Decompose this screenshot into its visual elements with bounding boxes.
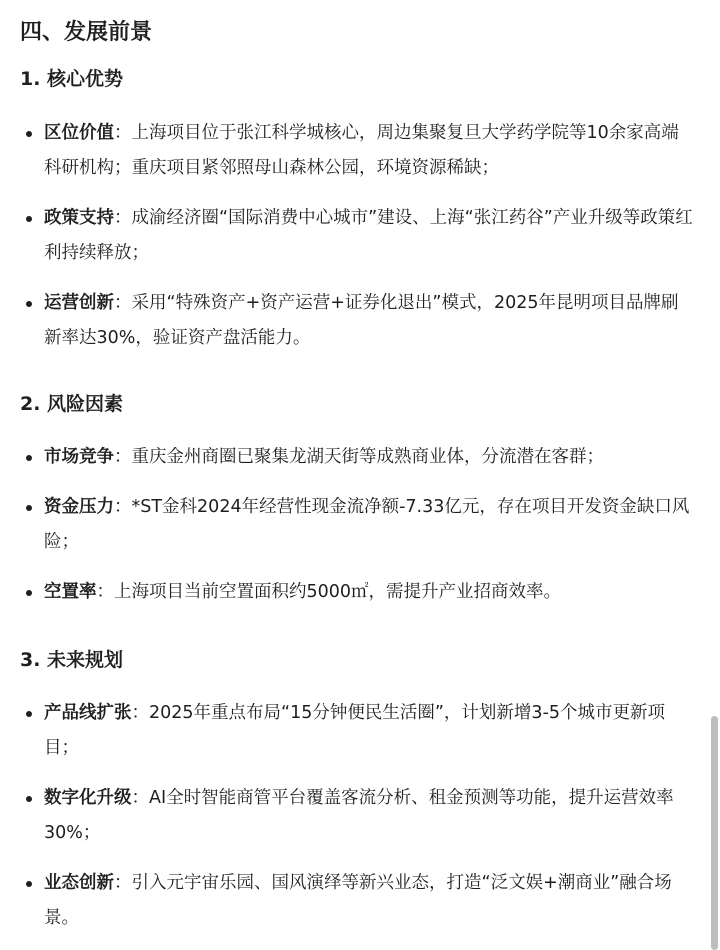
- item-text: 上海项目当前空置面积约5000㎡，需提升产业招商效率。: [114, 582, 562, 602]
- item-label: 产品线扩张: [44, 703, 132, 723]
- item-label: 市场竞争: [44, 447, 114, 467]
- item-label: 业态创新: [44, 873, 114, 893]
- list-item-product-expansion: [44, 696, 694, 766]
- item-text: 引入元宇宙乐园、国风演绎等新兴业态，打造“泛文娱+潮商业”融合场景。: [44, 873, 672, 928]
- bullet-icon: [26, 881, 32, 887]
- item-separator: ：: [114, 873, 132, 893]
- bullet-icon: [26, 711, 32, 717]
- item-label: 数字化升级: [44, 788, 132, 808]
- section-heading-future-plans: 3. 未来规划: [20, 649, 124, 671]
- list-item-digital-upgrade: [44, 781, 694, 851]
- item-separator: ：: [114, 447, 132, 467]
- item-label: 运营创新: [44, 293, 114, 313]
- item-separator: ：: [114, 208, 132, 228]
- bullet-icon: [26, 216, 32, 222]
- item-text: 采用“特殊资产+资产运营+证券化退出”模式，2025年昆明项目品牌刷新率达30%，验证资产盘活能力。: [44, 293, 679, 348]
- list-item-policy-support: [44, 201, 694, 271]
- section-heading-core-advantages: 1. 核心优势: [20, 68, 124, 90]
- bullet-icon: [26, 301, 32, 307]
- item-text: 重庆金州商圈已聚集龙湖天街等成熟商业体，分流潜在客群；: [131, 447, 604, 467]
- list-item-location-value: [44, 116, 694, 186]
- item-separator: ：: [131, 788, 149, 808]
- bullet-icon: [26, 590, 32, 596]
- item-text: 2025年重点布局“15分钟便民生活圈”，计划新增3-5个城市更新项目；: [44, 703, 666, 758]
- item-label: 政策支持: [44, 208, 114, 228]
- list-item-operation-innovation: [44, 286, 694, 356]
- bullet-icon: [26, 796, 32, 802]
- section-heading-risk-factors: 2. 风险因素: [20, 393, 124, 415]
- item-separator: ：: [114, 497, 132, 517]
- item-text: 成渝经济圈“国际消费中心城市”建设、上海“张江药谷”产业升级等政策红利持续释放；: [44, 208, 693, 263]
- bullet-icon: [26, 505, 32, 511]
- list-item-capital-pressure: [44, 490, 694, 560]
- item-text: 上海项目位于张江科学城核心，周边集聚复旦大学药学院等10余家高端科研机构；重庆项目紧邻照母山森林公园，环境资源稀缺；: [44, 123, 679, 178]
- item-separator: ：: [114, 123, 132, 143]
- item-text: *ST金科2024年经营性现金流净额-7.33亿元，存在项目开发资金缺口风险；: [44, 497, 690, 552]
- item-label: 区位价值: [44, 123, 114, 143]
- list-item-format-innovation: [44, 866, 694, 936]
- item-separator: ：: [131, 703, 149, 723]
- page-title: 四、发展前景: [20, 20, 153, 45]
- vertical-scrollbar[interactable]: [711, 716, 718, 950]
- item-separator: ：: [96, 582, 114, 602]
- list-item-market-competition: [44, 440, 694, 475]
- item-label: 空置率: [44, 582, 97, 602]
- item-text: AI全时智能商管平台覆盖客流分析、租金预测等功能，提升运营效率30%；: [44, 788, 674, 843]
- item-label: 资金压力: [44, 497, 114, 517]
- bullet-icon: [26, 131, 32, 137]
- item-separator: ：: [114, 293, 132, 313]
- bullet-icon: [26, 455, 32, 461]
- list-item-vacancy-rate: [44, 575, 694, 610]
